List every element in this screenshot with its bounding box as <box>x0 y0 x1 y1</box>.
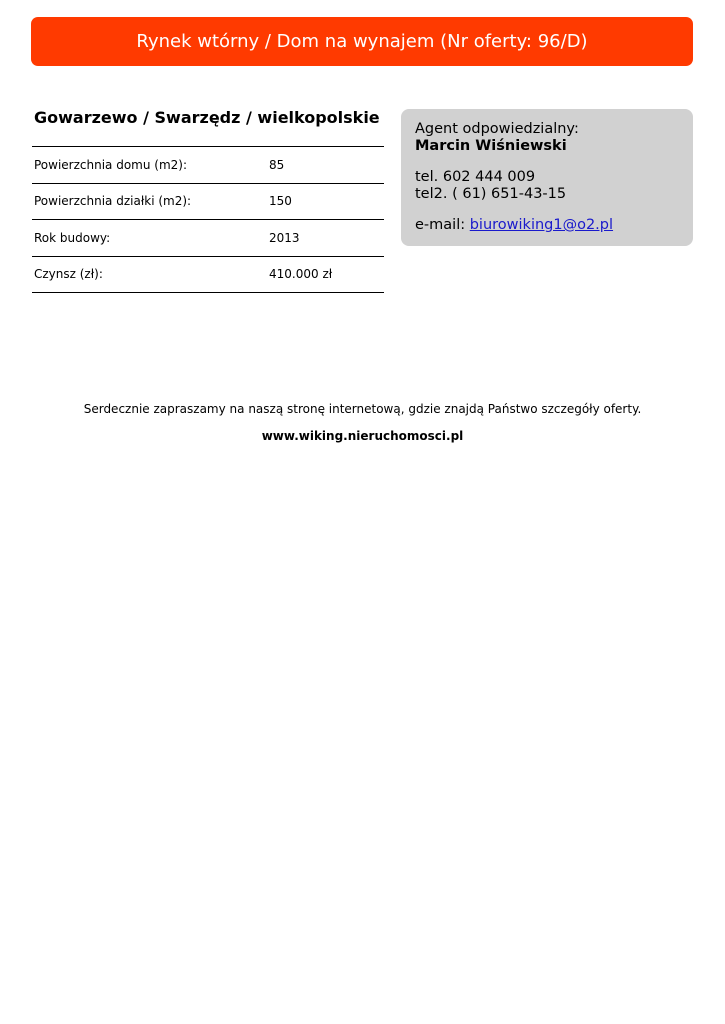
website-address: www.wiking.nieruchomosci.pl <box>261 429 464 443</box>
agent-email-link[interactable]: biurowiking1@o2.pl <box>469 217 614 233</box>
detail-row-plot-area <box>32 183 384 220</box>
offer-title: Rynek wtórny / Dom na wynajem (Nr oferty: 96/D) <box>136 31 588 52</box>
agent-phone: tel. 602 444 009 <box>415 169 536 185</box>
detail-label: Powierzchnia działki (m2): <box>34 194 192 209</box>
invitation-text: Serdecznie zapraszamy na naszą stronę internetową, gdzie znajdą Państwo szczegóły oferty. <box>83 402 642 416</box>
detail-value: 85 <box>269 157 285 172</box>
detail-row-house-area <box>32 146 384 183</box>
detail-value: 410.000 zł <box>269 267 333 282</box>
agent-name: Marcin Wiśniewski <box>415 138 567 154</box>
detail-label: Czynsz (zł): <box>34 267 103 282</box>
location-title: Gowarzewo / Swarzędz / wielkopolskie <box>34 108 380 127</box>
agent-contact-box <box>401 109 693 246</box>
agent-email-label: e-mail: <box>415 217 466 233</box>
detail-row-build-year <box>32 219 384 256</box>
detail-value: 150 <box>269 194 292 209</box>
offer-header-banner <box>31 17 693 66</box>
agent-email-line <box>415 217 679 234</box>
detail-row-rent <box>32 256 384 294</box>
agent-heading: Agent odpowiedzialny: <box>415 121 579 137</box>
detail-label: Powierzchnia domu (m2): <box>34 157 188 172</box>
agent-phone-secondary: tel2. ( 61) 651-43-15 <box>415 186 567 202</box>
detail-label: Rok budowy: <box>34 230 111 245</box>
detail-value: 2013 <box>269 230 300 245</box>
offer-details-table <box>32 146 384 293</box>
